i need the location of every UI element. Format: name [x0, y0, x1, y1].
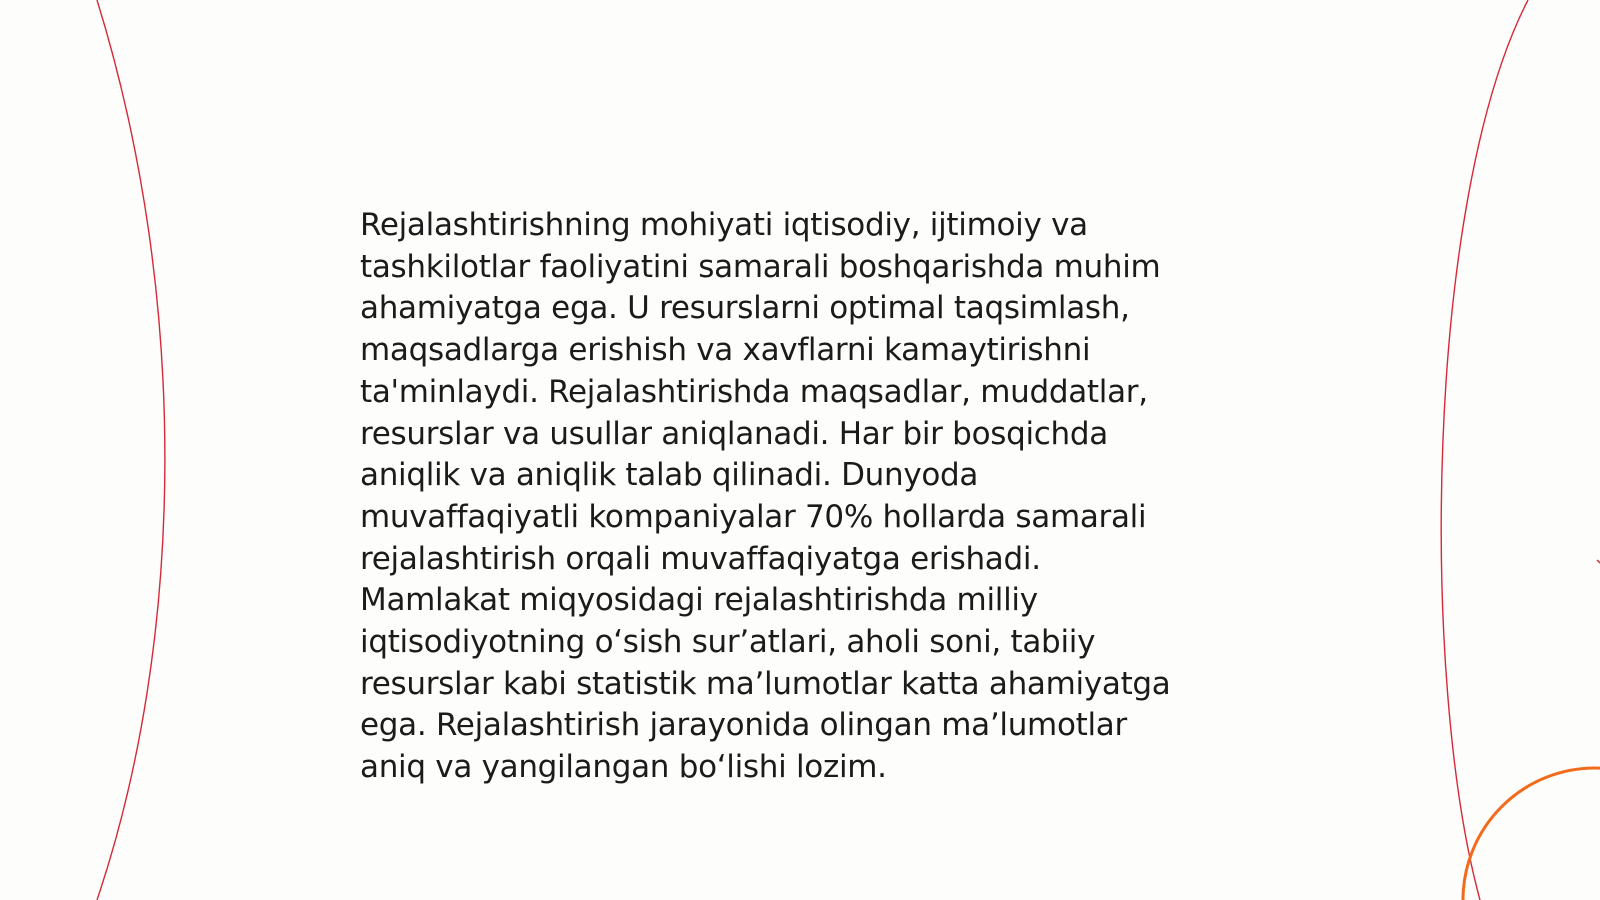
body-paragraph [360, 205, 1240, 789]
paragraph-line: Mamlakat miqyosidagi rejalashtirishda milliy [360, 582, 1038, 619]
paragraph-line: resurslar va usullar aniqlanadi. Har bir bosqichda [360, 415, 1108, 452]
paragraph-line: ahamiyatga ega. U resurslarni optimal taqsimlash, [360, 290, 1130, 327]
decorative-circle [1463, 768, 1600, 900]
paragraph-line: iqtisodiyotning o‘sish sur’atlari, aholi soni, tabiiy [360, 624, 1096, 661]
paragraph-line: resurslar kabi statistik ma’lumotlar katta ahamiyatga [360, 665, 1171, 702]
decorative-curve-right [1441, 0, 1528, 900]
decorative-curve-left [97, 0, 165, 900]
paragraph-line: Rejalashtirishning mohiyati iqtisodiy, ijtimoiy va [360, 207, 1088, 243]
paragraph-line: rejalashtirish orqali muvaffaqiyatga erishadi. [360, 540, 1041, 577]
paragraph-line: aniq va yangilangan bo‘lishi lozim. [360, 749, 887, 786]
paragraph-line: ega. Rejalashtirish jarayonida olingan ma’lumotlar [360, 707, 1127, 744]
paragraph-line: ta'minlaydi. Rejalashtirishda maqsadlar, muddatlar, [360, 373, 1148, 410]
paragraph-line: aniqlik va aniqlik talab qilinadi. Dunyoda [360, 457, 979, 494]
paragraph-line: muvaffaqiyatli kompaniyalar 70% hollarda samarali [360, 498, 1147, 535]
paragraph-line: maqsadlarga erishish va xavflarni kamaytirishni [360, 332, 1091, 369]
paragraph-line: tashkilotlar faoliyatini samarali boshqarishda muhim [360, 248, 1161, 285]
